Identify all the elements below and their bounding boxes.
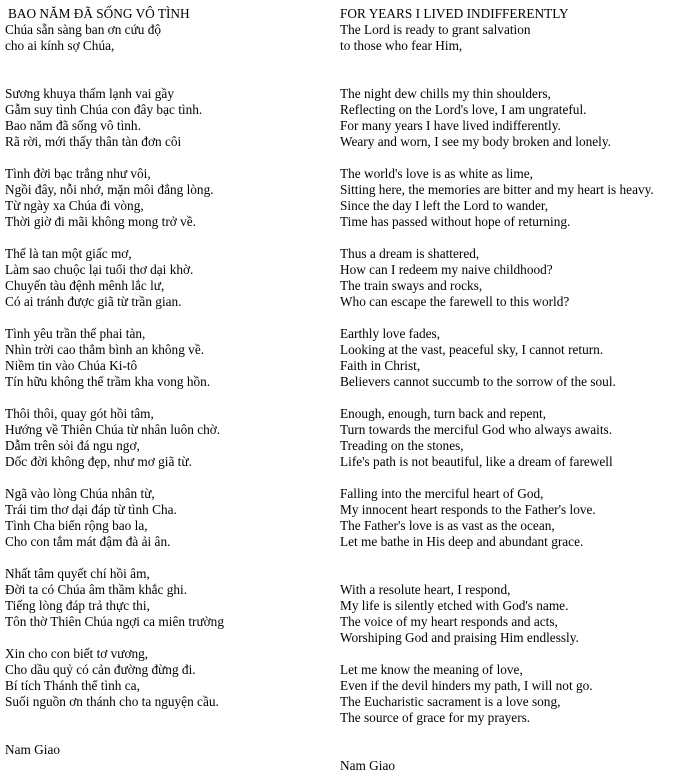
stanza-vietnamese — [5, 486, 325, 550]
poem-line: Let me bathe in His deep and abundant grace. — [340, 534, 584, 549]
poem-title-vietnamese: BAO NĂM ĐÃ SỐNG VÔ TÌNH — [8, 6, 190, 21]
poem-line: Looking at the vast, peaceful sky, I cannot return. — [340, 342, 604, 357]
stanza-vietnamese — [5, 86, 325, 150]
poem-line: Trái tim thơ dại đáp từ tình Cha. — [5, 502, 177, 517]
stanza-vietnamese — [5, 326, 325, 390]
poem-line: With a resolute heart, I respond, — [340, 582, 511, 597]
poem-line: The voice of my heart responds and acts, — [340, 614, 558, 629]
poem-line: Dốc đời không đẹp, như mơ giã từ. — [5, 454, 192, 469]
poem-line: Treading on the stones, — [340, 438, 464, 453]
stanza-vietnamese — [5, 166, 325, 230]
poem-line: Worshiping God and praising Him endlessly. — [340, 630, 579, 645]
poem-line: My innocent heart responds to the Father's love. — [340, 502, 596, 517]
poem-line: Thời giờ đi mãi không mong trở về. — [5, 214, 196, 229]
poem-line: Since the day I left the Lord to wander, — [340, 198, 549, 213]
poem-line: Ngồi đây, nỗi nhớ, mặn môi đắng lòng. — [5, 182, 214, 197]
stanza-vietnamese — [5, 566, 325, 630]
poem-line: Nhất tâm quyết chí hồi âm, — [5, 566, 150, 581]
poem-line: Sương khuya thấm lạnh vai gầy — [5, 86, 174, 101]
poem-line: Life's path is not beautiful, like a dream of farewell — [340, 454, 613, 469]
poem-line: Xin cho con biết tơ vương, — [5, 646, 149, 661]
poem-line: Tôn thờ Thiên Chúa ngợi ca miên trường — [5, 614, 224, 629]
poem-line: Gẫm suy tình Chúa con đây bạc tình. — [5, 102, 203, 117]
stanza-english — [340, 246, 670, 310]
stanza-english — [340, 326, 670, 390]
poem-line: Dẫm trên sỏi đá ngu ngơ, — [5, 438, 140, 453]
stanza-english — [340, 486, 670, 550]
stanza-english — [340, 86, 670, 150]
poem-line: The train sways and rocks, — [340, 278, 483, 293]
poem-line: Faith in Christ, — [340, 358, 421, 373]
poem-line: to those who fear Him, — [340, 38, 463, 53]
poem-line: Sitting here, the memories are bitter and my heart is heavy. — [340, 182, 654, 197]
poem-line: Let me know the meaning of love, — [340, 662, 523, 677]
poem-line: Có ai tránh được giã từ trần gian. — [5, 294, 182, 309]
poem-line: For many years I have lived indifferently. — [340, 118, 561, 133]
poem-line: Believers cannot succumb to the sorrow of the soul. — [340, 374, 616, 389]
poem-line: Turn towards the merciful God who always awaits. — [340, 422, 613, 437]
poem-line: The world's love is as white as lime, — [340, 166, 533, 181]
poem-line: My life is silently etched with God's name. — [340, 598, 569, 613]
stanza-vietnamese — [5, 246, 325, 310]
stanza-english — [340, 406, 670, 470]
poem-line: Weary and worn, I see my body broken and lonely. — [340, 134, 611, 149]
vietnamese-poem — [5, 6, 325, 758]
poem-line: Đời ta có Chúa âm thầm khắc ghi. — [5, 582, 188, 597]
poem-line: Làm sao chuộc lại tuổi thơ dại khờ. — [5, 262, 194, 277]
poem-line: Suối nguồn ơn thánh cho ta nguyện cầu. — [5, 694, 219, 709]
poem-line: cho ai kính sợ Chúa, — [5, 38, 115, 53]
poem-title-english: FOR YEARS I LIVED INDIFFERENTLY — [340, 6, 569, 21]
poem-line: The Lord is ready to grant salvation — [340, 22, 531, 37]
poem-line: The source of grace for my prayers. — [340, 710, 531, 725]
poem-line: Tín hữu không thể trầm kha vong hồn. — [5, 374, 211, 389]
poem-line: Tình đời bạc trắng như vôi, — [5, 166, 151, 181]
poem-line: Reflecting on the Lord's love, I am ungrateful. — [340, 102, 587, 117]
stanza-vietnamese — [5, 406, 325, 470]
poem-line: Falling into the merciful heart of God, — [340, 486, 544, 501]
poem-line: Từ ngày xa Chúa đi vòng, — [5, 198, 144, 213]
poem-line: Thế là tan một giấc mơ, — [5, 246, 132, 261]
poem-line: Enough, enough, turn back and repent, — [340, 406, 547, 421]
intro-english — [340, 22, 670, 54]
poem-line: Bao năm đã sống vô tình. — [5, 118, 141, 133]
poem-line: The night dew chills my thin shoulders, — [340, 86, 551, 101]
stanza-english — [340, 662, 670, 726]
poem-line: Tình yêu trần thế phai tàn, — [5, 326, 146, 341]
poem-line: Thus a dream is shattered, — [340, 246, 480, 261]
poem-line: Cho dầu quỷ có cản đường đừng đi. — [5, 662, 196, 677]
poem-line: Tình Cha biển rộng bao la, — [5, 518, 148, 533]
poem-line: Cho con tắm mát đậm đà ải ân. — [5, 534, 171, 549]
english-poem — [340, 6, 670, 774]
stanza-english — [340, 166, 670, 230]
poem-line: Nhìn trời cao thẳm bình an không về. — [5, 342, 205, 357]
poem-line: Thôi thôi, quay gót hồi tâm, — [5, 406, 154, 421]
poem-line: How can I redeem my naive childhood? — [340, 262, 553, 277]
stanza-english — [340, 582, 670, 646]
poem-line: Bí tích Thánh thể tình ca, — [5, 678, 140, 693]
poem-line: Earthly love fades, — [340, 326, 441, 341]
poem-line: Even if the devil hinders my path, I will not go. — [340, 678, 593, 693]
poem-line: Rã rời, mới thấy thân tàn đơn côi — [5, 134, 182, 149]
poem-line: Who can escape the farewell to this world? — [340, 294, 570, 309]
poem-line: The Father's love is as vast as the ocean, — [340, 518, 555, 533]
poem-line: Hướng về Thiên Chúa từ nhân luôn chờ. — [5, 422, 221, 437]
poem-line: Chuyến tàu đệnh mênh lắc lư, — [5, 278, 165, 293]
poem-line: Time has passed without hope of returning. — [340, 214, 571, 229]
poem-line: Niềm tin vào Chúa Ki-tô — [5, 358, 138, 373]
poem-line: The Eucharistic sacrament is a love song, — [340, 694, 561, 709]
poem-line: Tiếng lòng đáp trả thực thi, — [5, 598, 150, 613]
stanza-vietnamese — [5, 646, 325, 710]
poem-line: Ngã vào lòng Chúa nhân từ, — [5, 486, 155, 501]
intro-vietnamese — [5, 22, 325, 54]
author-vietnamese: Nam Giao — [5, 742, 61, 757]
author-english: Nam Giao — [340, 758, 396, 773]
poem-line: Chúa sẵn sàng ban ơn cứu độ — [5, 22, 162, 37]
